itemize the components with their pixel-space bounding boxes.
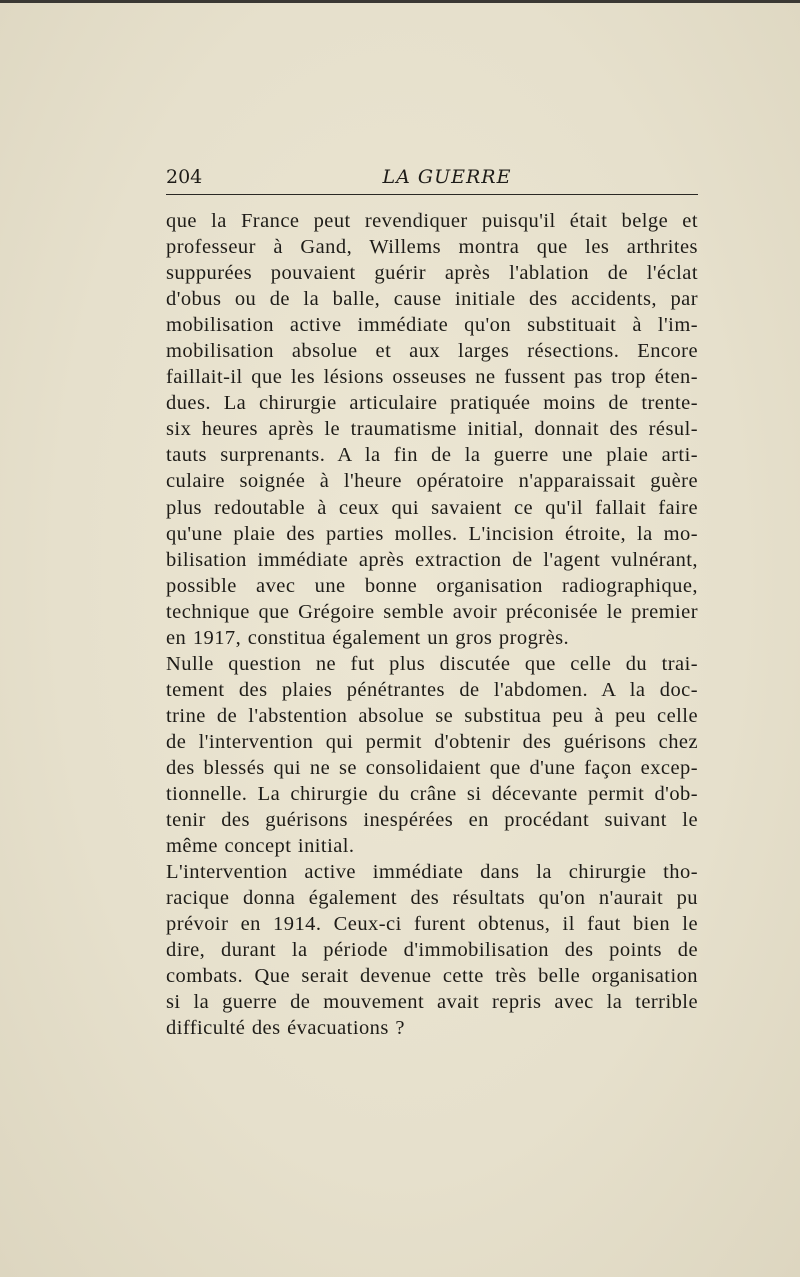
- text-line: tionnelle. La chirurgie du crâne si décevante permit d'ob-: [166, 783, 698, 806]
- paragraph-3: [166, 859, 698, 1041]
- text-line: six heures après le traumatisme initial, donnait des résul-: [166, 418, 698, 441]
- text-line: possible avec une bonne organisation radiographique,: [166, 574, 698, 597]
- text-line: en 1917, constitua également un gros progrès.: [166, 626, 570, 649]
- text-line: même concept initial.: [166, 835, 355, 858]
- text-line: bilisation immédiate après extraction de l'agent vulnérant,: [166, 548, 698, 571]
- text-line: racique donna également des résultats qu'on n'aurait pu: [166, 887, 698, 910]
- body-text: [166, 208, 698, 1042]
- text-line: des blessés qui ne se consolidaient que d'une façon excep-: [166, 756, 698, 779]
- text-line: qu'une plaie des parties molles. L'incision étroite, la mo-: [166, 522, 698, 545]
- text-line: mobilisation absolue et aux larges résections. Encore: [166, 340, 698, 363]
- text-line: L'intervention active immédiate dans la chirurgie tho-: [166, 861, 698, 884]
- text-line: si la guerre de mouvement avait repris avec la terrible: [166, 991, 698, 1014]
- text-line: plus redoutable à ceux qui savaient ce qu'il fallait faire: [166, 496, 698, 519]
- text-line: tenir des guérisons inespérées en procédant suivant le: [166, 809, 698, 832]
- text-line: combats. Que serait devenue cette très belle organisation: [166, 965, 698, 988]
- paragraph-2: [166, 651, 698, 859]
- text-line: Nulle question ne fut plus discutée que celle du trai-: [166, 652, 698, 675]
- text-line: technique que Grégoire semble avoir préconisée le premier: [166, 600, 698, 623]
- text-line: culaire soignée à l'heure opératoire n'apparaissait guère: [166, 470, 698, 493]
- text-line: difficulté des évacuations ?: [166, 1017, 405, 1040]
- text-line: dues. La chirurgie articulaire pratiquée moins de trente-: [166, 392, 698, 415]
- running-header: [166, 166, 698, 195]
- text-line: tement des plaies pénétrantes de l'abdomen. A la doc-: [166, 678, 698, 701]
- text-line: prévoir en 1914. Ceux-ci furent obtenus, il faut bien le: [166, 913, 698, 936]
- text-line: de l'intervention qui permit d'obtenir des guérisons chez: [166, 730, 698, 753]
- text-line: mobilisation active immédiate qu'on substituait à l'im-: [166, 314, 698, 337]
- page-number: 204: [166, 166, 203, 188]
- paragraph-1: [166, 208, 698, 651]
- text-line: trine de l'abstention absolue se substitua peu à peu celle: [166, 704, 698, 727]
- running-title: LA GUERRE: [382, 166, 512, 188]
- text-line: suppurées pouvaient guérir après l'ablation de l'éclat: [166, 262, 698, 285]
- text-line: que la France peut revendiquer puisqu'il était belge et: [166, 210, 698, 232]
- text-line: faillait-il que les lésions osseuses ne fussent pas trop éten-: [166, 366, 698, 389]
- text-line: tauts surprenants. A la fin de la guerre une plaie arti-: [166, 444, 698, 467]
- text-line: dire, durant la période d'immobilisation des points de: [166, 939, 698, 962]
- text-line: d'obus ou de la balle, cause initiale des accidents, par: [166, 288, 698, 311]
- top-edge-rule: [0, 0, 800, 3]
- text-line: professeur à Gand, Willems montra que les arthrites: [166, 236, 698, 259]
